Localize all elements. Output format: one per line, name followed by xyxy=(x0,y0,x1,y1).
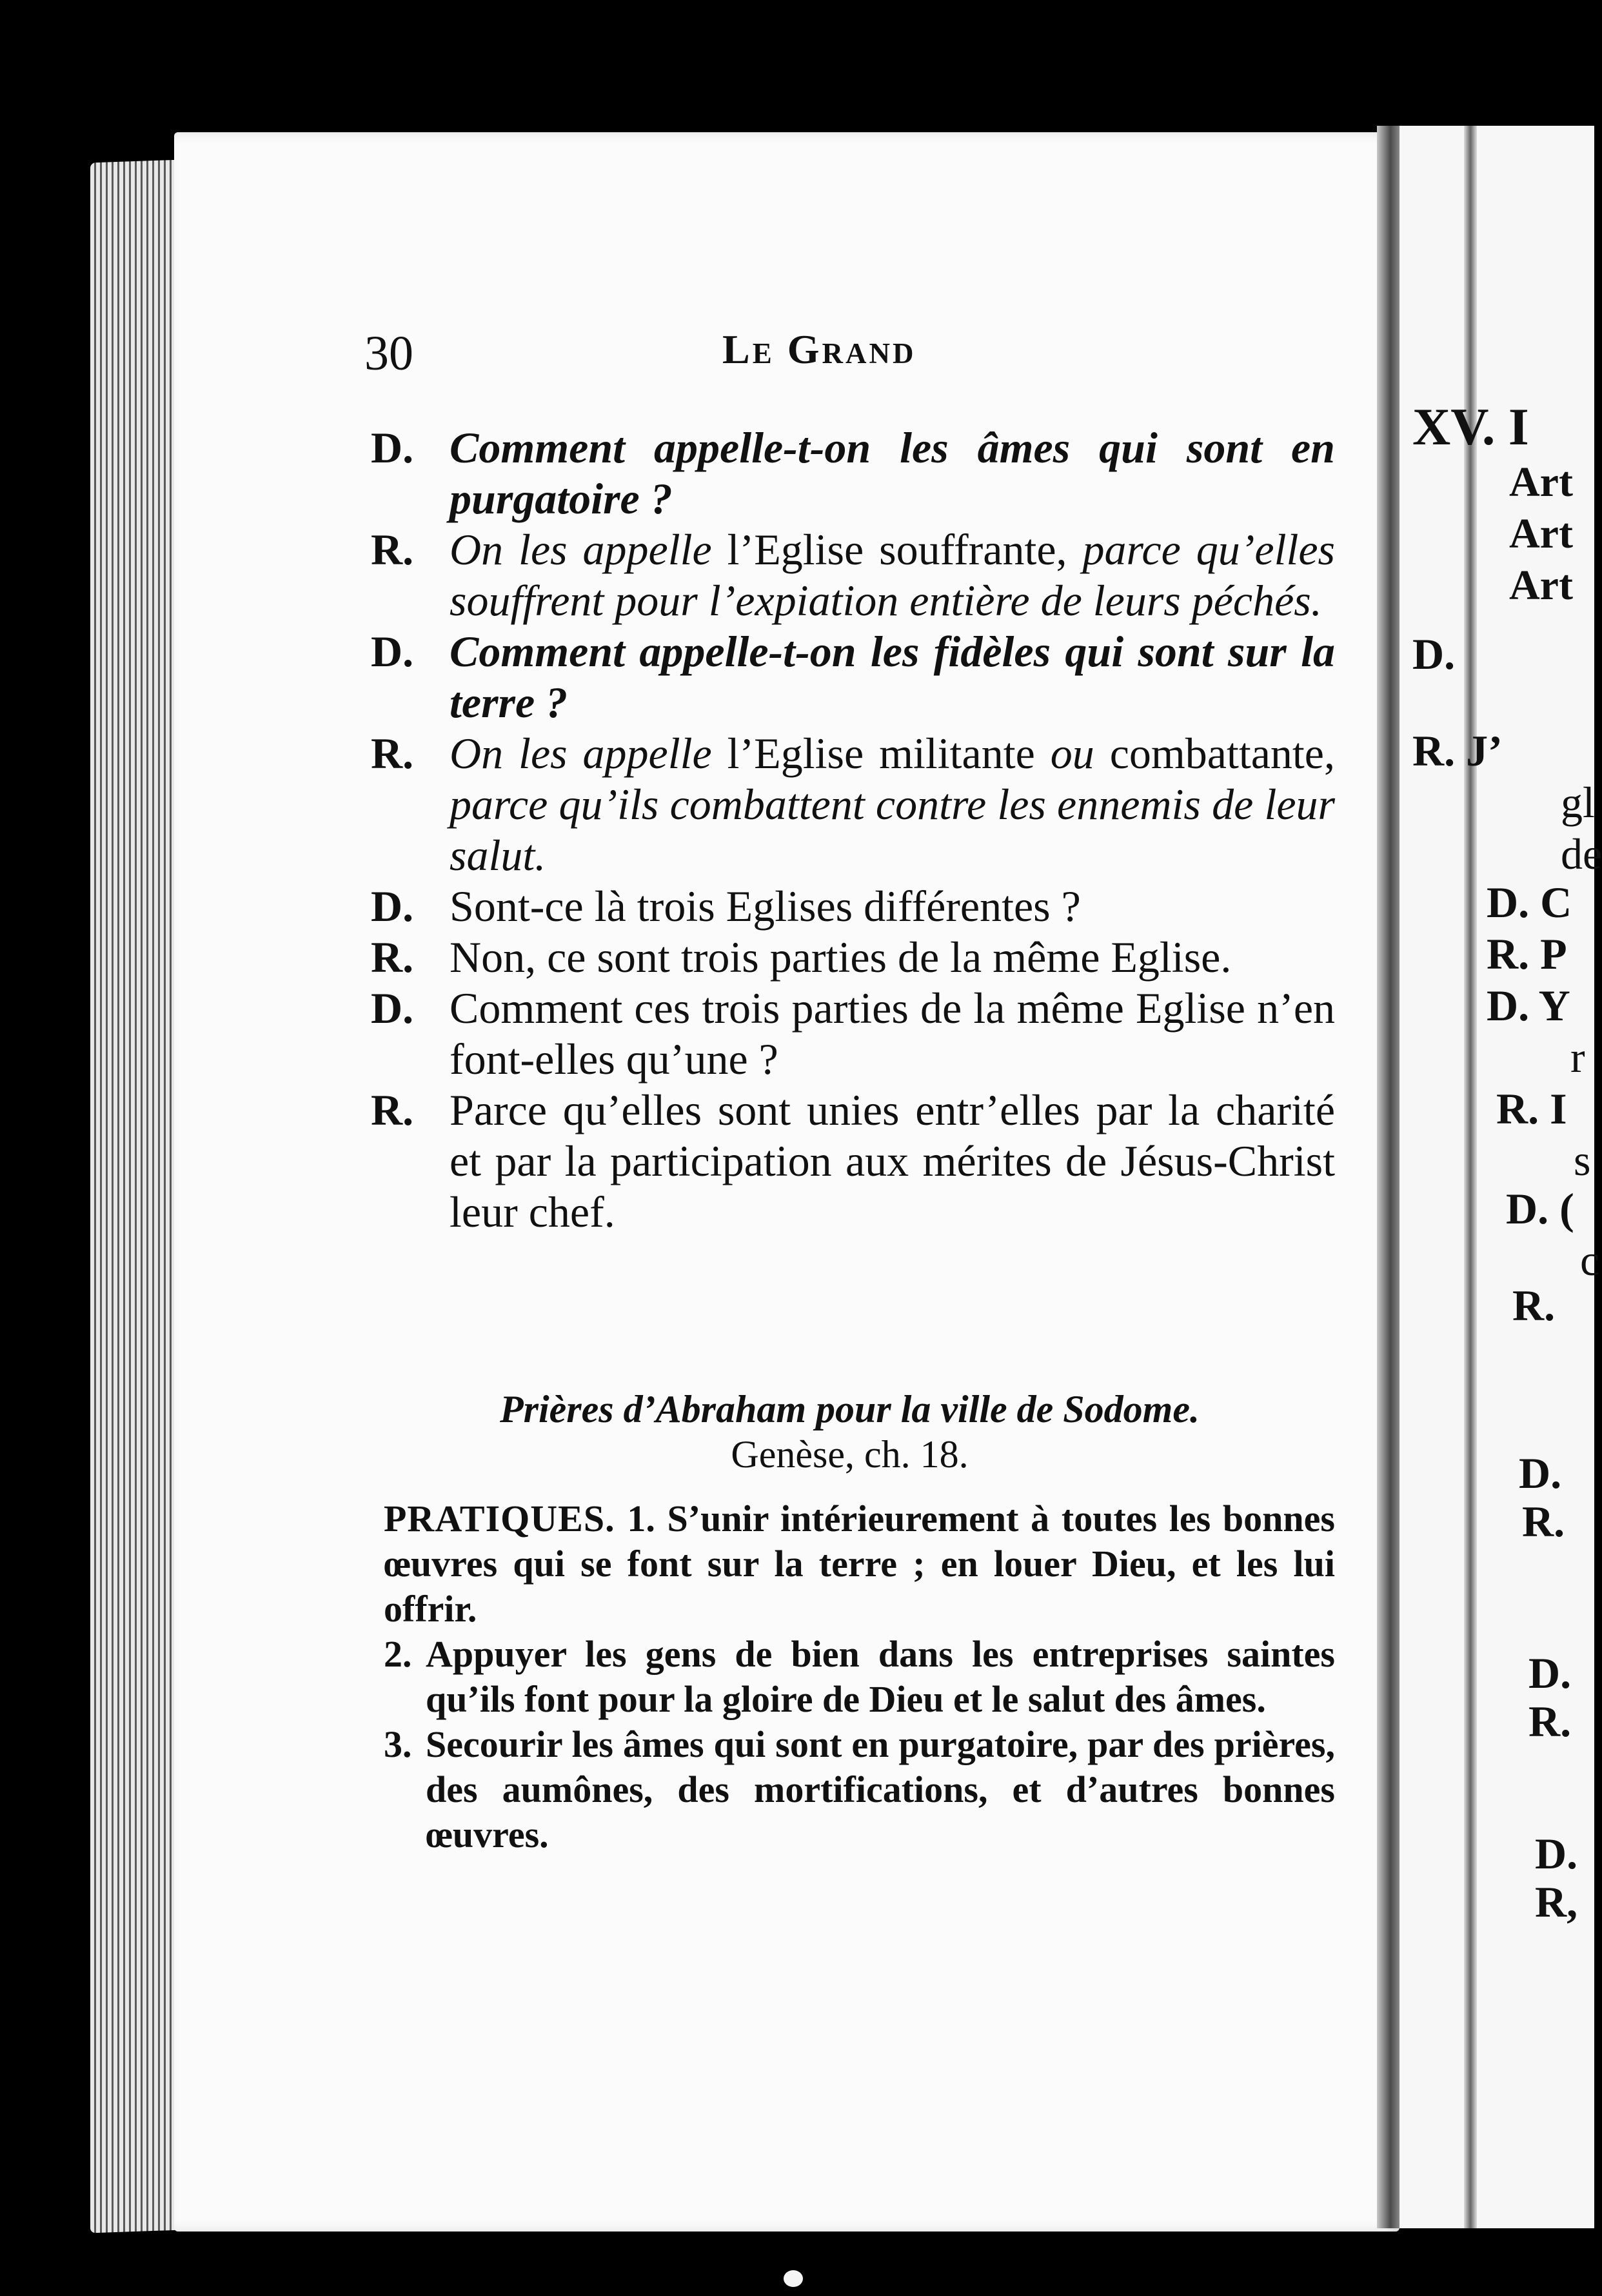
question xyxy=(371,626,1335,728)
facing-line: XV. I xyxy=(1412,397,1529,456)
practice-number: 1. xyxy=(627,1498,655,1539)
facing-line: Art xyxy=(1509,459,1573,506)
page-edges xyxy=(90,160,181,2233)
facing-line: R. xyxy=(1512,1281,1556,1330)
answer-italic: ou xyxy=(1050,729,1094,778)
practice-number: 2. xyxy=(384,1633,412,1675)
practices-heading: PRATIQUES. xyxy=(384,1498,615,1539)
answer-label: R. xyxy=(371,1085,414,1134)
question-label: D. xyxy=(371,984,414,1033)
question-text: Comment ces trois parties de la même Eglise n’en font-elles qu’une ? xyxy=(450,984,1335,1084)
question-label: D. xyxy=(371,882,414,931)
answer-roman: combattante, xyxy=(1094,729,1335,778)
practices-section xyxy=(384,1496,1335,1857)
running-title: Le Grand xyxy=(722,326,916,372)
answer xyxy=(371,1085,1335,1238)
question xyxy=(371,983,1335,1085)
facing-line: R. I xyxy=(1496,1084,1567,1133)
facing-line: Art xyxy=(1509,510,1573,557)
answer-label: R. xyxy=(371,729,414,778)
answer xyxy=(371,524,1335,626)
answer xyxy=(371,728,1335,881)
answer-text: Parce qu’elles sont unies entr’elles par la charité et par la participation aux mérites de Jésus-Christ leur chef. xyxy=(450,1085,1335,1236)
facing-line: s xyxy=(1574,1136,1591,1185)
scripture-title: Prières d’Abraham pour la ville de Sodome. xyxy=(500,1388,1200,1430)
answer-italic: On les appelle xyxy=(450,525,712,574)
practice-text: Appuyer les gens de bien dans les entreprises saintes qu’ils font pour la gloire de Dieu et le salut des âmes. xyxy=(426,1633,1335,1720)
facing-line: c xyxy=(1580,1236,1600,1285)
facing-line: R. P xyxy=(1487,929,1567,978)
practice-item xyxy=(384,1496,1335,1632)
question xyxy=(371,422,1335,524)
answer-italic: On les appelle xyxy=(450,729,712,778)
answer-italic: parce qu’elles souffrent pour l’expiation entière de leurs péchés. xyxy=(450,525,1335,625)
answer-text xyxy=(450,729,1335,880)
practice-item xyxy=(384,1722,1335,1857)
page-header xyxy=(364,326,1335,390)
facing-line: D. xyxy=(1412,629,1456,678)
scripture-citation: Genèse, ch. 18. xyxy=(731,1433,969,1476)
scan-speck xyxy=(784,2270,803,2287)
facing-line: R, xyxy=(1535,1877,1578,1926)
facing-line: D. xyxy=(1535,1829,1578,1878)
facing-line: de xyxy=(1561,829,1602,878)
practice-text: Secourir les âmes qui sont en purgatoire, par des prières, des aumônes, des mortifications, et d’autres bonnes œuvres. xyxy=(426,1723,1335,1856)
facing-line: gl xyxy=(1561,778,1595,827)
facing-line: R. J’ xyxy=(1412,726,1503,775)
facing-line: R. xyxy=(1528,1697,1572,1746)
facing-line: R. xyxy=(1522,1497,1565,1546)
facing-line: D. C xyxy=(1487,878,1572,927)
answer-roman: l’Eglise militante xyxy=(711,729,1051,778)
answer-text: Non, ce sont trois parties de la même Eglise. xyxy=(450,933,1232,982)
facing-line: Art xyxy=(1509,562,1573,609)
facing-page xyxy=(1399,126,1602,2228)
answer-label: R. xyxy=(371,525,414,574)
question xyxy=(371,881,1335,932)
answer-text xyxy=(450,525,1335,625)
practice-text: S’unir intérieurement à toutes les bonnes œuvres qui se font sur la terre ; en louer Dieu, et les lui offrir. xyxy=(384,1498,1335,1630)
question-label: D. xyxy=(371,423,414,472)
question-label: D. xyxy=(371,627,414,676)
page-number: 30 xyxy=(364,326,413,381)
practice-item xyxy=(384,1632,1335,1722)
question-text: Comment appelle-t-on les âmes qui sont en purgatoire ? xyxy=(450,423,1335,523)
answer-italic: parce qu’ils combattent contre les ennemis de leur salut. xyxy=(450,780,1335,880)
facing-line: D. xyxy=(1528,1648,1572,1697)
question-text: Sont-ce là trois Eglises différentes ? xyxy=(450,882,1081,931)
question-text: Comment appelle-t-on les fidèles qui sont sur la terre ? xyxy=(450,627,1335,727)
question-answer-list xyxy=(371,422,1335,1238)
facing-line: r xyxy=(1570,1033,1585,1082)
practice-number: 3. xyxy=(384,1723,412,1765)
facing-line: D. xyxy=(1519,1449,1562,1498)
facing-line: D. ( xyxy=(1506,1184,1574,1233)
answer-label: R. xyxy=(371,933,414,982)
answer-roman: l’Eglise souffrante, xyxy=(711,525,1083,574)
book-gutter xyxy=(1377,126,1399,2228)
facing-line: D. Y xyxy=(1487,981,1570,1030)
scripture-reference xyxy=(364,1387,1335,1477)
answer xyxy=(371,932,1335,983)
